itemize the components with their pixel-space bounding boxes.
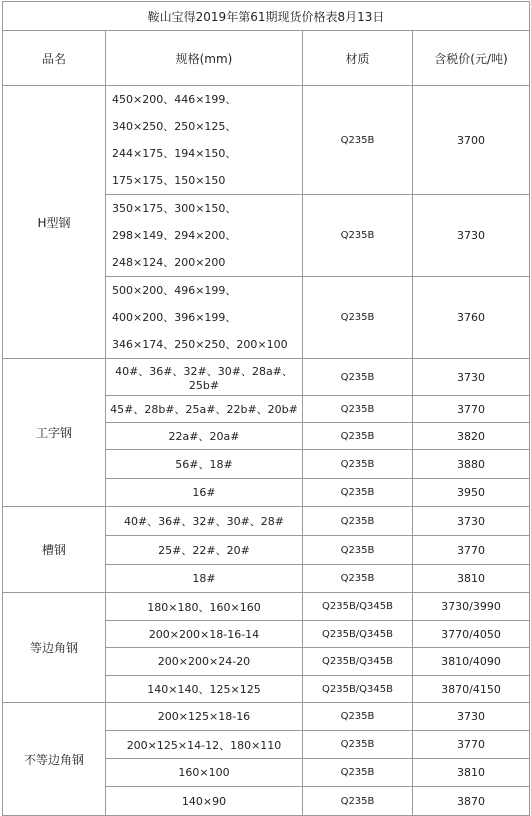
table-row xyxy=(3,359,530,396)
material-cell: Q235B xyxy=(303,423,413,450)
spec-cell: 18# xyxy=(106,565,303,593)
spec-cell: 45#、28b#、25a#、22b#、20b# xyxy=(106,396,303,423)
spec-cell: 56#、18# xyxy=(106,450,303,479)
table-row xyxy=(3,593,530,621)
price-cell: 3730 xyxy=(413,507,530,536)
price-cell: 3730 xyxy=(413,703,530,731)
price-cell: 3730/3990 xyxy=(413,593,530,621)
material-cell: Q235B xyxy=(303,565,413,593)
price-cell: 3820 xyxy=(413,423,530,450)
header-name: 品名 xyxy=(3,31,106,86)
material-cell: Q235B xyxy=(303,536,413,565)
header-material: 材质 xyxy=(303,31,413,86)
spec-cell: 200×200×24-20 xyxy=(106,648,303,676)
table-row xyxy=(3,507,530,536)
product-category: 不等边角钢 xyxy=(3,703,106,816)
material-cell: Q235B xyxy=(303,731,413,759)
material-cell: Q235B/Q345B xyxy=(303,676,413,703)
material-cell: Q235B xyxy=(303,277,413,359)
table-title: 鞍山宝得2019年第61期现货价格表8月13日 xyxy=(3,2,530,31)
price-cell: 3700 xyxy=(413,86,530,195)
material-cell: Q235B xyxy=(303,787,413,816)
product-category: 槽钢 xyxy=(3,507,106,593)
material-cell: Q235B xyxy=(303,479,413,507)
material-cell: Q235B/Q345B xyxy=(303,621,413,648)
material-cell: Q235B xyxy=(303,86,413,195)
price-cell: 3870 xyxy=(413,787,530,816)
price-cell: 3880 xyxy=(413,450,530,479)
table-row xyxy=(3,703,530,731)
spec-cell: 450×200、446×199、340×250、250×125、244×175、194×150、175×175、150×150 xyxy=(106,86,303,195)
spec-cell: 180×180、160×160 xyxy=(106,593,303,621)
material-cell: Q235B xyxy=(303,703,413,731)
spec-cell: 350×175、300×150、298×149、294×200、248×124、200×200 xyxy=(106,195,303,277)
material-cell: Q235B xyxy=(303,195,413,277)
spec-cell: 200×200×18-16-14 xyxy=(106,621,303,648)
spec-cell: 25#、22#、20# xyxy=(106,536,303,565)
spec-cell: 40#、36#、32#、30#、28a#、25b# xyxy=(106,359,303,396)
price-cell: 3760 xyxy=(413,277,530,359)
header-spec: 规格(mm) xyxy=(106,31,303,86)
price-cell: 3950 xyxy=(413,479,530,507)
material-cell: Q235B xyxy=(303,450,413,479)
material-cell: Q235B xyxy=(303,759,413,787)
table-row xyxy=(3,86,530,195)
spec-cell: 200×125×14-12、180×110 xyxy=(106,731,303,759)
price-cell: 3730 xyxy=(413,359,530,396)
price-cell: 3810 xyxy=(413,565,530,593)
spec-cell: 140×140、125×125 xyxy=(106,676,303,703)
material-cell: Q235B xyxy=(303,396,413,423)
price-cell: 3730 xyxy=(413,195,530,277)
header-price: 含税价(元/吨) xyxy=(413,31,530,86)
product-category: 工字钢 xyxy=(3,359,106,507)
price-cell: 3770/4050 xyxy=(413,621,530,648)
product-category: H型钢 xyxy=(3,86,106,359)
spec-cell: 160×100 xyxy=(106,759,303,787)
price-cell: 3810/4090 xyxy=(413,648,530,676)
price-table xyxy=(2,1,530,816)
material-cell: Q235B xyxy=(303,507,413,536)
header-row xyxy=(3,31,530,86)
product-category: 等边角钢 xyxy=(3,593,106,703)
price-cell: 3810 xyxy=(413,759,530,787)
spec-cell: 22a#、20a# xyxy=(106,423,303,450)
material-cell: Q235B/Q345B xyxy=(303,593,413,621)
spec-cell: 40#、36#、32#、30#、28# xyxy=(106,507,303,536)
spec-cell: 500×200、496×199、400×200、396×199、346×174、250×250、200×100 xyxy=(106,277,303,359)
price-table-page xyxy=(0,1,531,808)
material-cell: Q235B xyxy=(303,359,413,396)
spec-cell: 140×90 xyxy=(106,787,303,816)
material-cell: Q235B/Q345B xyxy=(303,648,413,676)
spec-cell: 16# xyxy=(106,479,303,507)
spec-cell: 200×125×18-16 xyxy=(106,703,303,731)
price-cell: 3770 xyxy=(413,536,530,565)
price-cell: 3870/4150 xyxy=(413,676,530,703)
price-cell: 3770 xyxy=(413,731,530,759)
price-cell: 3770 xyxy=(413,396,530,423)
